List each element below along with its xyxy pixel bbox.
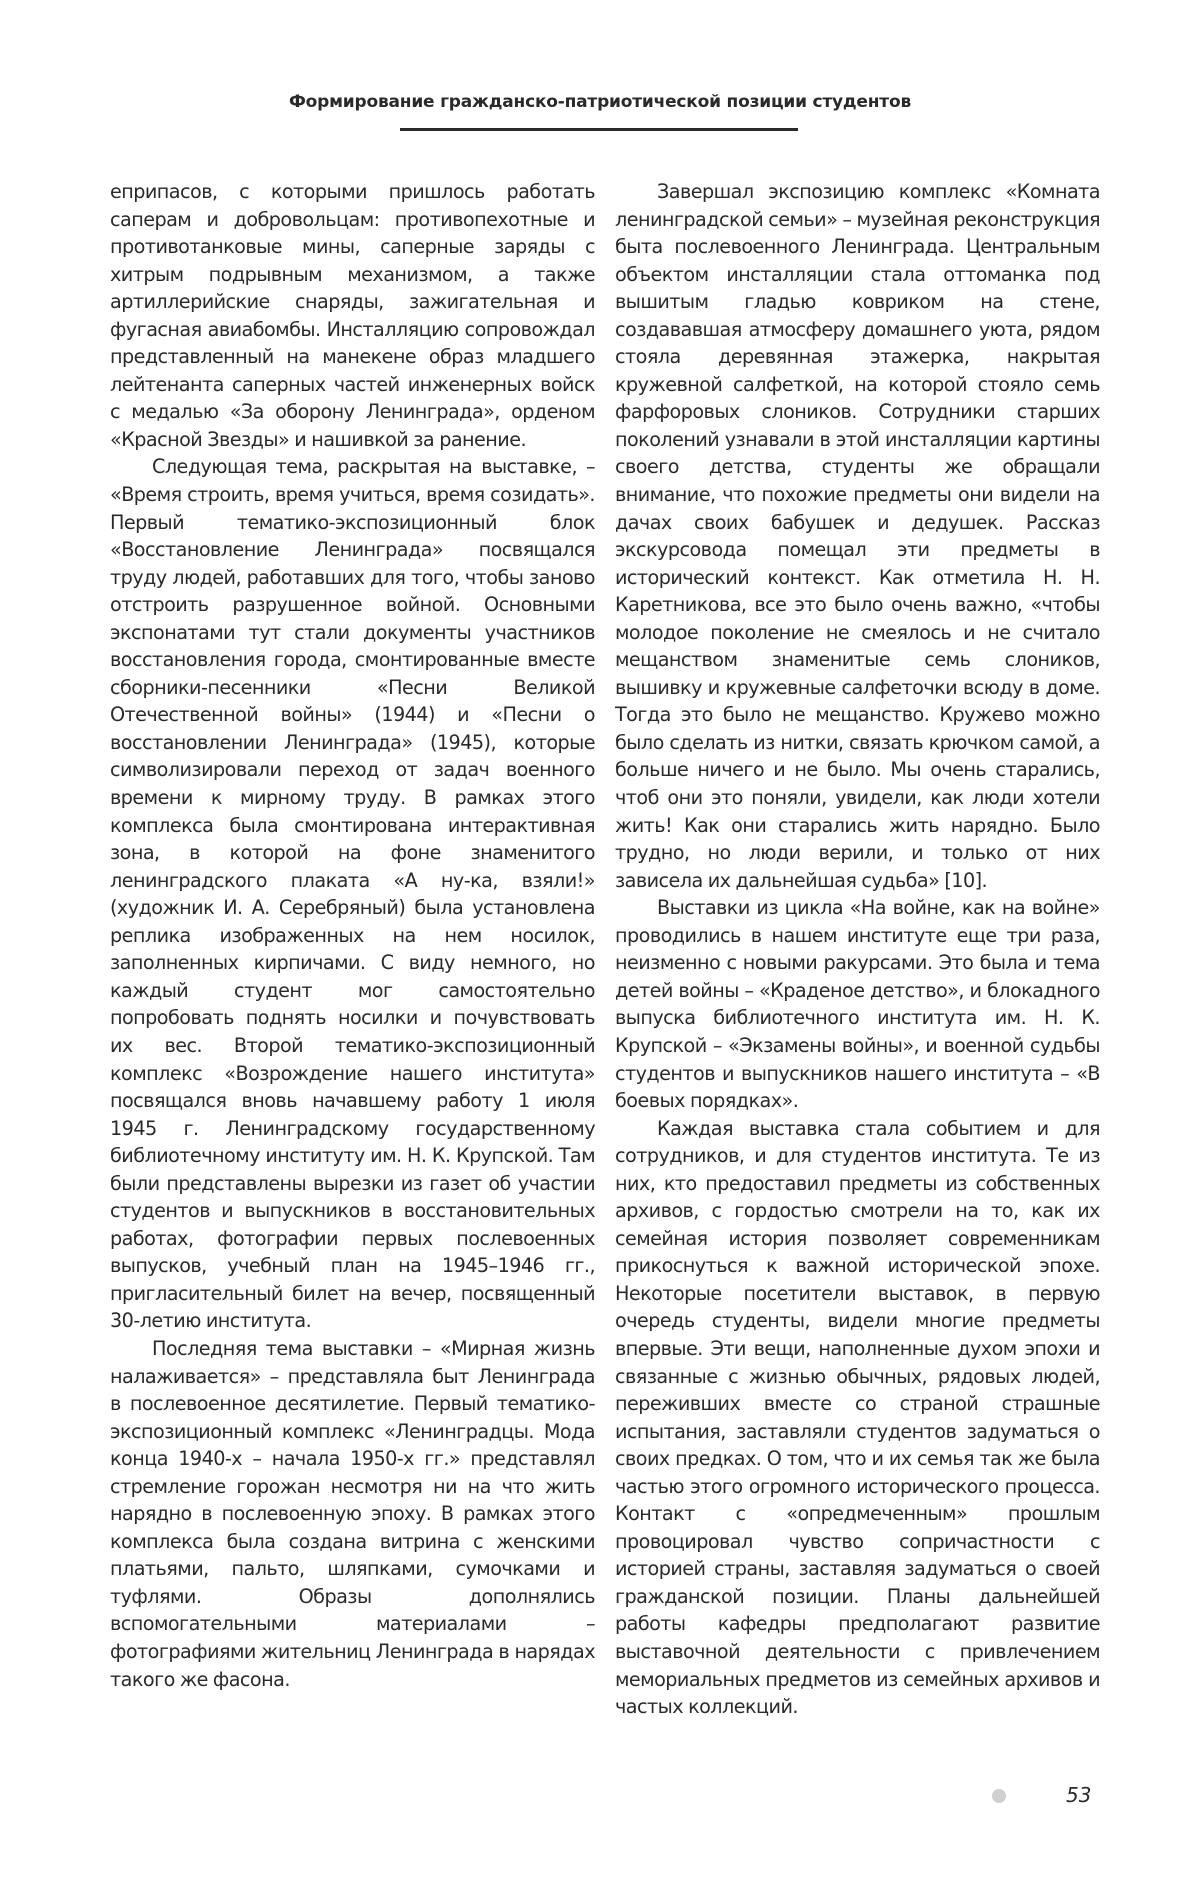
dot-icon — [992, 1789, 1006, 1803]
page-number: 53 — [1066, 1783, 1092, 1807]
running-head-title: Формирование гражданско-патриотической позиции студентов — [288, 92, 912, 112]
left-column — [110, 178, 595, 1693]
right-column — [615, 178, 1100, 1721]
paragraph: Завершал экспозицию комплекс «Комната ленинградской семьи» – музейная реконструкция быта послевоенного Ленинграда. Центральным объектом инсталляции стала оттоманка под вышитым гладью ковриком на стене, создававшая атмосферу домашнего уюта, рядом стояла деревянная этажерка, накрытая кружевной салфеткой, на которой стояло семь фарфоровых слоников. Сотрудники старших поколений узнавали в этой инсталляции картины своего детства, студенты же обращали внимание, что похожие предметы они видели на дачах своих бабушек и дедушек. Рассказ экскурсовода помещал эти предметы в исторический контекст. Как отметила Н. Н. Каретникова, все это было очень важно, «чтобы молодое поколение не смеялось и не считало мещанством знаменитые семь слоников, вышивку и кружевные салфеточки всюду в доме. Тогда это было не мещанство. Кружево можно было сделать из нитки, связать крючком самой, а больше ничего и не было. Мы очень старались, чтоб они это поняли, увидели, как люди хотели жить! Как они старались жить нарядно. Было трудно, но люди верили, и только от них зависела их дальнейшая судьба» [10]. — [615, 180, 1100, 892]
paragraph: Выставки из цикла «На войне, как на войне» проводились в нашем институте еще три раза, неизменно с новыми ракурсами. Это была и тема детей войны – «Краденое детство», и блокадного выпуска библиотечного института им. Н. К. Крупской – «Экзамены войны», и военной судьбы студентов и выпускников нашего института – «В боевых порядках». — [615, 896, 1100, 1113]
paragraph: еприпасов, с которыми пришлось работать саперам и добровольцам: противопехотные и противотанковые мины, саперные заряды с хитрым подрывным механизмом, а также артиллерийские снаряды, зажигательная и фугасная авиабомбы. Инсталляцию сопровождал представленный на манекене образ младшего лейтенанта саперных частей инженерных войск с медалью «За оборону Ленинграда», орденом «Красной Звезды» и нашивкой за ранение. — [110, 180, 595, 451]
paragraph: Каждая выставка стала событием и для сотрудников, и для студентов института. Те из них, кто предоставил предметы из собственных архивов, с гордостью смотрели на то, как их семейная история позволяет современникам прикоснуться к важной исторической эпохе. Некоторые посетители выставок, в первую очередь студенты, видели многие предметы впервые. Эти вещи, наполненные духом эпохи и связанные с жизнью обычных, рядовых людей, переживших вместе со страной страшные испытания, заставляли студентов задуматься о своих предках. О том, что и их семья так же была частью этого огромного исторического процесса. Контакт с «опредмеченным» прошлым провоцировал чувство сопричастности с историей страны, заставляя задуматься о своей гражданской позиции. Планы дальнейшей работы кафедры предполагают развитие выставочной деятельности с привлечением мемориальных предметов из семейных архивов и частых коллекций. — [615, 1116, 1100, 1719]
paragraph: Следующая тема, раскрытая на выставке, – «Время строить, время учиться, время созидать». Первый тематико-экспозиционный блок «Восстановление Ленинграда» посвящался труду людей, работавших для того, чтобы заново отстроить разрушенное войной. Основными экспонатами тут стали документы участников восстановления города, смонтированные вместе сборники-песенники «Песни Великой Отечественной войны» (1944) и «Песни о восстановлении Ленинграда» (1945), которые символизировали переход от задач военного времени к мирному труду. В рамках этого комплекса была смонтирована интерактивная зона, в которой на фоне знаменитого ленинградского плаката «А ну-ка, взяли!» (художник И. А. Серебряный) была установлена реплика изображенных на нем носилок, заполненных кирпичами. С виду немного, но каждый студент мог самостоятельно попробовать поднять носилки и почувствовать их вес. Второй тематико-экспозиционный комплекс «Возрождение нашего института» посвящался вновь начавшему работу 1 июля 1945 г. Ленинградскому государственному библиотечному институту им. Н. К. Крупской. Там были представлены вырезки из газет об участии студентов и выпускников в восстановительных работах, фотографии первых послевоенных выпусков, учебный план на 1945–1946 гг., пригласительный билет на вечер, посвященный 30-летию института. — [110, 455, 595, 1333]
header-rule — [400, 128, 798, 131]
paragraph: Последняя тема выставки – «Мирная жизнь налаживается» – представляла быт Ленинграда в послевоенное десятилетие. Первый тематико-экспозиционный комплекс «Ленинградцы. Мода конца 1940-х – начала 1950-х гг.» представлял стремление горожан несмотря ни на что жить нарядно в послевоенную эпоху. В рамках этого комплекса была создана витрина с женскими платьями, пальто, шляпками, сумочками и туфлями. Образы дополнялись вспомогательными материалами – фотографиями жительниц Ленинграда в нарядах такого же фасона. — [110, 1336, 595, 1691]
